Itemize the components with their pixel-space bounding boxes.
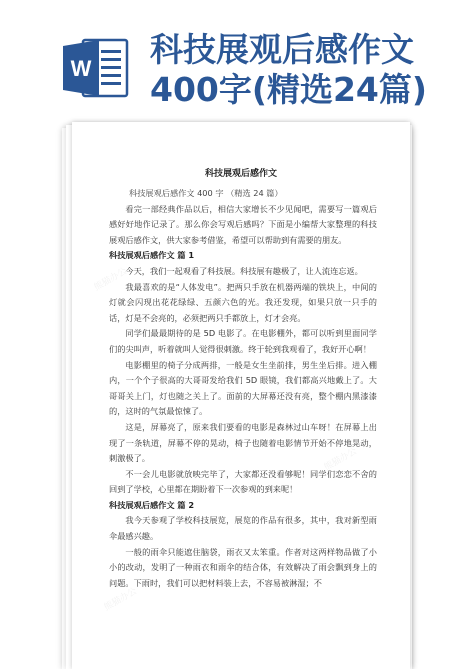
- section-paragraph: 今天，我们一起观看了科技展。科技展有趣极了，让人流连忘返。: [125, 265, 363, 276]
- watermark: 熊猫办公: [92, 266, 129, 294]
- document-body: [109, 186, 377, 591]
- document-subtitle: 科技展观后感作文 400 字 （精选 24 篇）: [129, 188, 283, 198]
- header-banner: [0, 0, 474, 110]
- section-paragraph: 我今天参观了学校科技展览，展览的作品有很多，其中，我对新型雨伞最感兴趣。: [109, 515, 377, 542]
- watermark: 熊猫办公: [322, 446, 359, 474]
- word-document-icon: [61, 36, 131, 100]
- section-paragraph: 一般的雨伞只能遮住脑袋，雨衣又太笨重。作者对这两样物品做了小小的改动，发明了一种雨衣和雨伞的结合体，有效解决了雨会飘到身上的问题。下雨时，我们可以把材料装上去，不容易被淋湿；不: [109, 546, 377, 588]
- section-paragraph: 电影棚里的椅子分成两排，一般是女生坐前排，男生坐后排。进入棚内，一个个子很高的大哥哥发给我们 5D 眼镜，我们都高兴地戴上了。大哥哥关上门，灯也随之关上了。面前的大屏幕还没有亮，整个棚内黑漆漆的，这时的气氛最惊悚了。: [109, 359, 377, 417]
- section-paragraph: 这是，屏幕亮了，原来我们要看的电影是森林过山车呀！在屏幕上出现了一条轨道，屏幕不停的晃动，椅子也随着电影情节开始不停地晃动，刺激极了。: [109, 421, 377, 464]
- logo-letter: W: [70, 56, 92, 81]
- section-paragraph: 不一会儿电影就放映完毕了，大家都还没看够呢！同学们恋恋不舍的回到了学校，心里都在期盼着下一次参观的到来呢！: [109, 468, 377, 495]
- watermark: 熊猫办公: [102, 586, 139, 614]
- banner-title-line-2: 400字(精选24篇): [150, 70, 427, 109]
- section-paragraph: 我最喜欢的是“人体发电”。把两只手放在机器两端的铁块上，中间的灯就会闪现出花花绿绿、五颜六色的光。我还发现，如果只放一只手的话，灯是不会亮的，必须把两只手都放上，灯才会亮。: [109, 281, 377, 323]
- banner-title-line-1: 科技展观后感作文: [150, 30, 414, 69]
- document-page: [72, 122, 410, 669]
- section-heading: 科技展观后感作文 篇 2: [109, 499, 195, 510]
- section-heading: 科技展观后感作文 篇 1: [109, 250, 195, 261]
- section-paragraph: 同学们最最期待的是 5D 电影了。在电影棚外，都可以听到里面同学们的尖叫声，听着就叫人觉得很刺激。终于轮到我观看了，我好开心啊！: [109, 328, 377, 354]
- document-title: 科技展观后感作文: [204, 169, 277, 179]
- intro-paragraph: 看完一部经典作品以后，相信大家增长不少见闻吧，需要写一篇观后感好好地作记录了。那么你会写观后感吗？下面是小编帮大家整理的科技展观后感作文，供大家参考借鉴，希望可以帮助到有需要的朋友。: [109, 203, 377, 245]
